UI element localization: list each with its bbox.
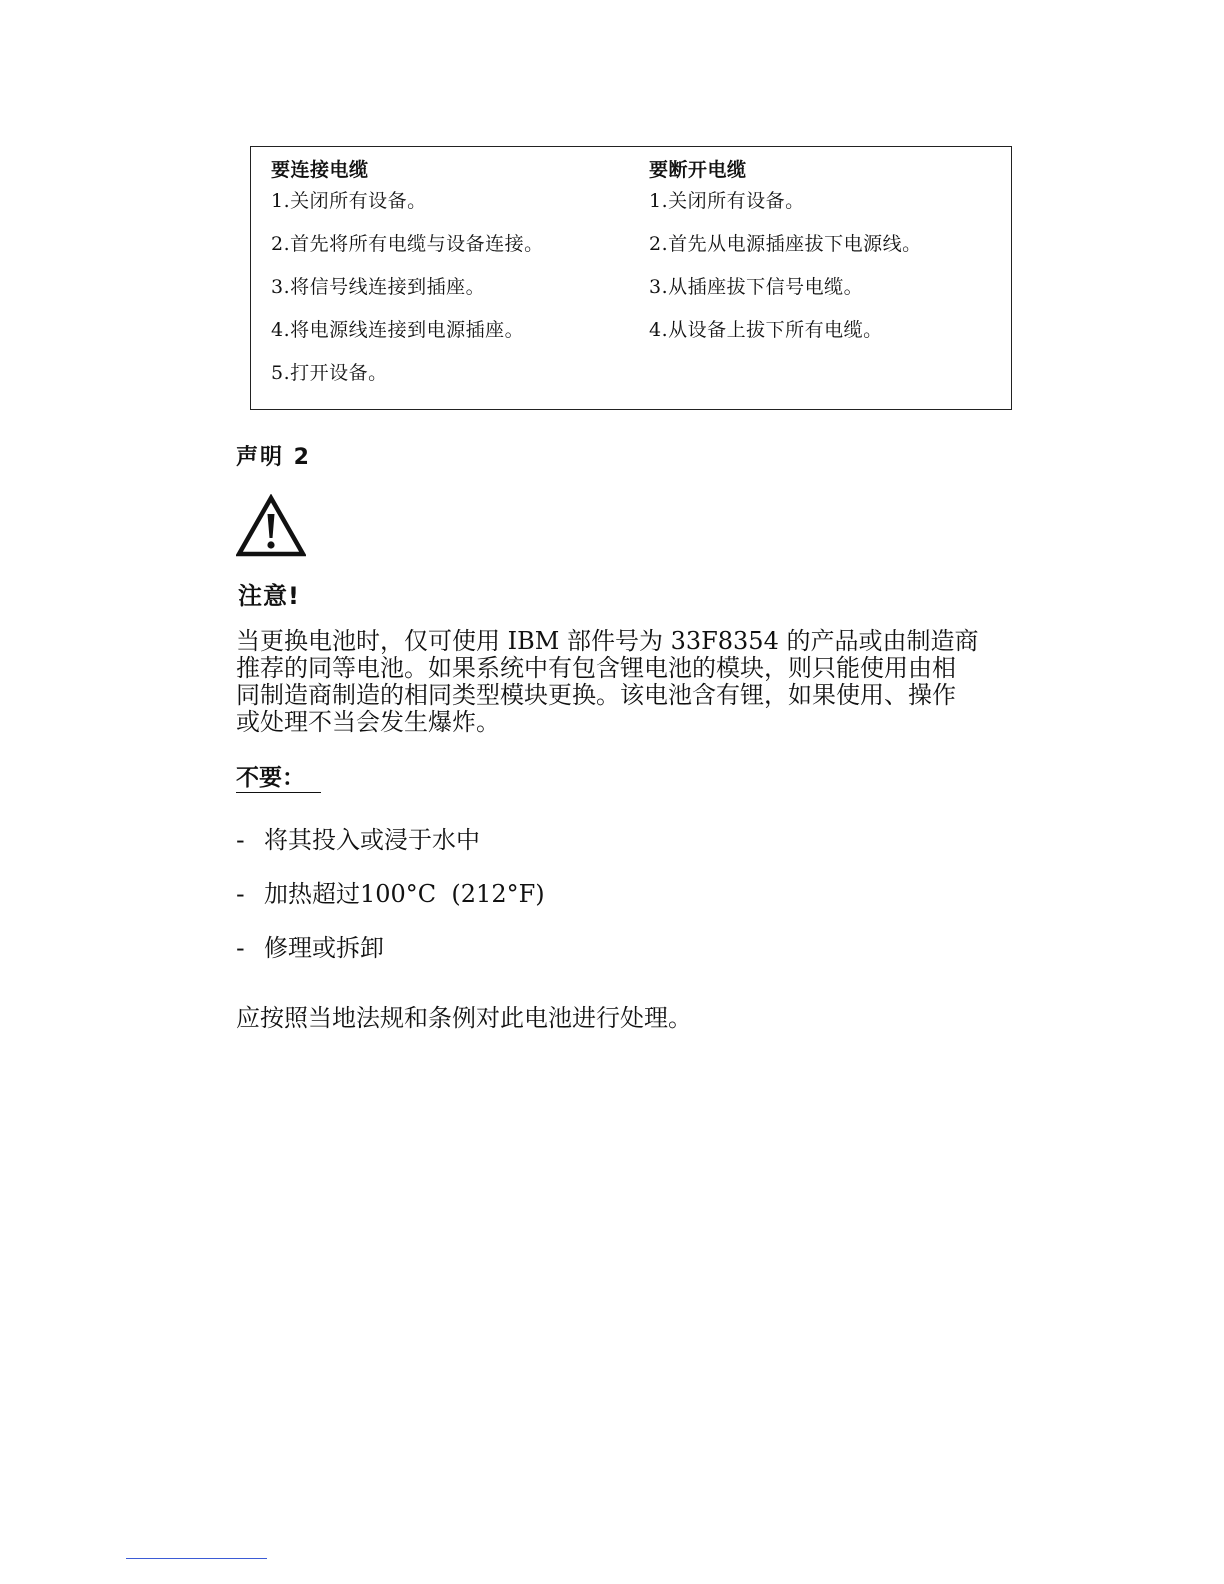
connect-cables-title: 要连接电缆 — [271, 159, 369, 181]
disposal-instruction: 应按照当地法规和条例对此电池进行处理。 — [236, 1004, 692, 1032]
disconnect-step: 2.首先从电源插座拔下电源线。 — [649, 233, 922, 255]
dash-marker: - — [236, 826, 245, 854]
do-not-list — [236, 824, 545, 986]
disconnect-steps-list — [649, 189, 999, 361]
warning-line: 推荐的同等电池。如果系统中有包含锂电池的模块，则只能使用由相 — [236, 654, 956, 682]
warning-line: 同制造商制造的相同类型模块更换。该电池含有锂，如果使用、操作 — [236, 681, 956, 709]
connect-cables-column — [271, 159, 631, 404]
disconnect-step: 1.关闭所有设备。 — [649, 190, 805, 212]
statement-title: 声明 2 — [236, 445, 311, 470]
warning-line: 当更换电池时，仅可使用 IBM 部件号为 33F8354 的产品或由制造商 — [236, 628, 979, 655]
connect-step: 3.将信号线连接到插座。 — [271, 276, 486, 298]
disconnect-cables-title: 要断开电缆 — [649, 159, 747, 181]
battery-warning-text — [236, 628, 1036, 736]
disconnect-step: 4.从设备上拔下所有电缆。 — [649, 319, 883, 341]
dash-marker: - — [236, 880, 245, 908]
disconnect-cables-column — [649, 159, 999, 361]
connect-steps-list — [271, 189, 631, 404]
do-not-item-text: 加热超过100°C (212°F) — [264, 880, 545, 908]
do-not-item — [236, 824, 545, 878]
dash-marker: - — [236, 934, 245, 962]
footnote-divider — [126, 1558, 267, 1559]
connect-step: 1.关闭所有设备。 — [271, 190, 427, 212]
warning-line: 或处理不当会发生爆炸。 — [236, 708, 500, 736]
do-not-item — [236, 932, 545, 986]
do-not-title: 不要： — [236, 764, 321, 793]
disconnect-step: 3.从插座拔下信号电缆。 — [649, 276, 864, 298]
do-not-item-text: 将其投入或浸于水中 — [264, 826, 480, 854]
warning-triangle-icon — [236, 494, 306, 558]
connect-step: 5.打开设备。 — [271, 362, 388, 384]
connect-step: 2.首先将所有电缆与设备连接。 — [271, 233, 544, 255]
caution-label: 注意! — [238, 582, 300, 610]
do-not-item-text: 修理或拆卸 — [264, 934, 384, 962]
do-not-item — [236, 878, 545, 932]
connect-step: 4.将电源线连接到电源插座。 — [271, 319, 525, 341]
cable-instructions-box — [250, 146, 1012, 410]
